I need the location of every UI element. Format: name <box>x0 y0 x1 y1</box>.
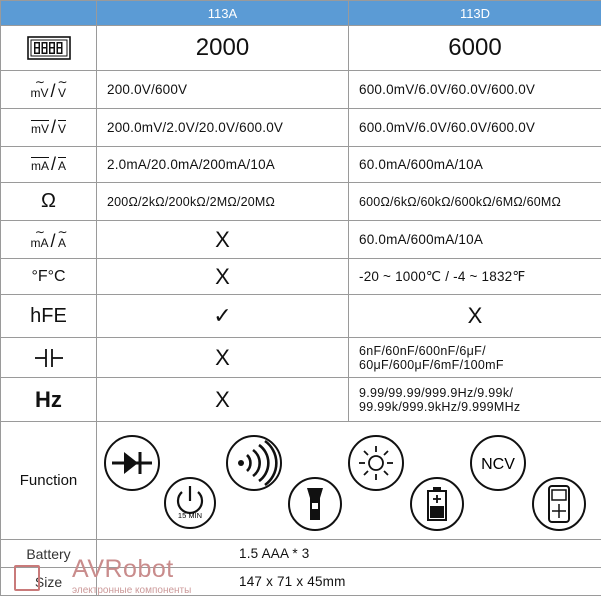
header-blank <box>1 1 97 26</box>
capacitance-113d: 6nF/60nF/600nF/6μF/ 60μF/600μF/6mF/100mF <box>349 338 601 378</box>
hfe-113d: X <box>349 295 601 338</box>
function-label: Function <box>1 422 97 540</box>
battery-value: 1.5 AAA * 3 <box>97 540 601 568</box>
header-113d: 113D <box>349 1 601 26</box>
function-icons <box>97 422 601 540</box>
hfe-label: hFE <box>1 295 97 338</box>
dc-current-row <box>1 147 601 183</box>
frequency-row <box>1 378 601 422</box>
function-row <box>1 422 601 540</box>
resistance-label: Ω <box>1 183 97 221</box>
frequency-113a: X <box>97 378 349 422</box>
temperature-113a: X <box>97 259 349 295</box>
battery-label: Battery <box>1 540 97 568</box>
display-counts-icon <box>1 26 97 71</box>
capacitor-icon <box>1 338 97 378</box>
header-113a: 113A <box>97 1 349 26</box>
display-icon <box>531 476 587 532</box>
dc-voltage-113a: 200.0mV/2.0V/20.0V/600.0V <box>97 109 349 147</box>
dc-voltage-label: mV / V <box>1 109 97 147</box>
size-label: Size <box>1 568 97 596</box>
watermark-subtitle: электронные компоненты <box>72 585 192 596</box>
hfe-row <box>1 295 601 338</box>
hfe-113a: ✓ <box>97 295 349 338</box>
watermark-brand: AVRobot <box>72 555 174 583</box>
ac-current-113a: X <box>97 221 349 259</box>
auto-power-off-icon <box>163 476 217 530</box>
dc-current-113a: 2.0mA/20.0mA/200mA/10A <box>97 147 349 183</box>
ac-voltage-113d: 600.0mV/6.0V/60.0V/600.0V <box>349 71 601 109</box>
diode-icon <box>103 434 161 492</box>
ac-voltage-113a: 200.0V/600V <box>97 71 349 109</box>
frequency-label: Hz <box>1 378 97 422</box>
flashlight-icon <box>287 476 343 532</box>
watermark <box>10 557 250 597</box>
battery-test-icon <box>409 476 465 532</box>
ac-voltage-row <box>1 71 601 109</box>
temperature-label: °F°C <box>1 259 97 295</box>
counts-113a: 2000 <box>97 26 349 71</box>
dc-voltage-113d: 600.0mV/6.0V/60.0V/600.0V <box>349 109 601 147</box>
frequency-113d: 9.99/99.99/999.9Hz/9.99k/ 99.99k/999.9kHz/9.999MHz <box>349 378 601 422</box>
svg-text:NCV: NCV <box>481 456 515 473</box>
resistance-113a: 200Ω/2kΩ/200kΩ/2MΩ/20MΩ <box>97 183 349 221</box>
header-row <box>1 1 601 26</box>
dc-current-113d: 60.0mA/600mA/10A <box>349 147 601 183</box>
ncv-icon <box>469 434 527 492</box>
continuity-buzzer-icon <box>225 434 283 492</box>
counts-row <box>1 26 601 71</box>
ac-current-row <box>1 221 601 259</box>
dc-voltage-row <box>1 109 601 147</box>
ac-current-113d: 60.0mA/600mA/10A <box>349 221 601 259</box>
svg-text:15 MIN: 15 MIN <box>177 511 203 520</box>
temperature-113d: -20 ~ 1000℃ / -4 ~ 1832℉ <box>349 259 601 295</box>
ac-voltage-label: ∼ mV / ∼ V <box>1 71 97 109</box>
capacitance-row <box>1 338 601 378</box>
watermark-logo-icon <box>14 565 40 591</box>
counts-113d: 6000 <box>349 26 601 71</box>
resistance-row <box>1 183 601 221</box>
temperature-row <box>1 259 601 295</box>
ac-current-label: ∼ mA / ∼ A <box>1 221 97 259</box>
dc-current-label: mA / A <box>1 147 97 183</box>
size-value: 147 x 71 x 45mm <box>97 568 601 596</box>
capacitance-113a: X <box>97 338 349 378</box>
resistance-113d: 600Ω/6kΩ/60kΩ/600kΩ/6MΩ/60MΩ <box>349 183 601 221</box>
backlight-icon <box>347 434 405 492</box>
